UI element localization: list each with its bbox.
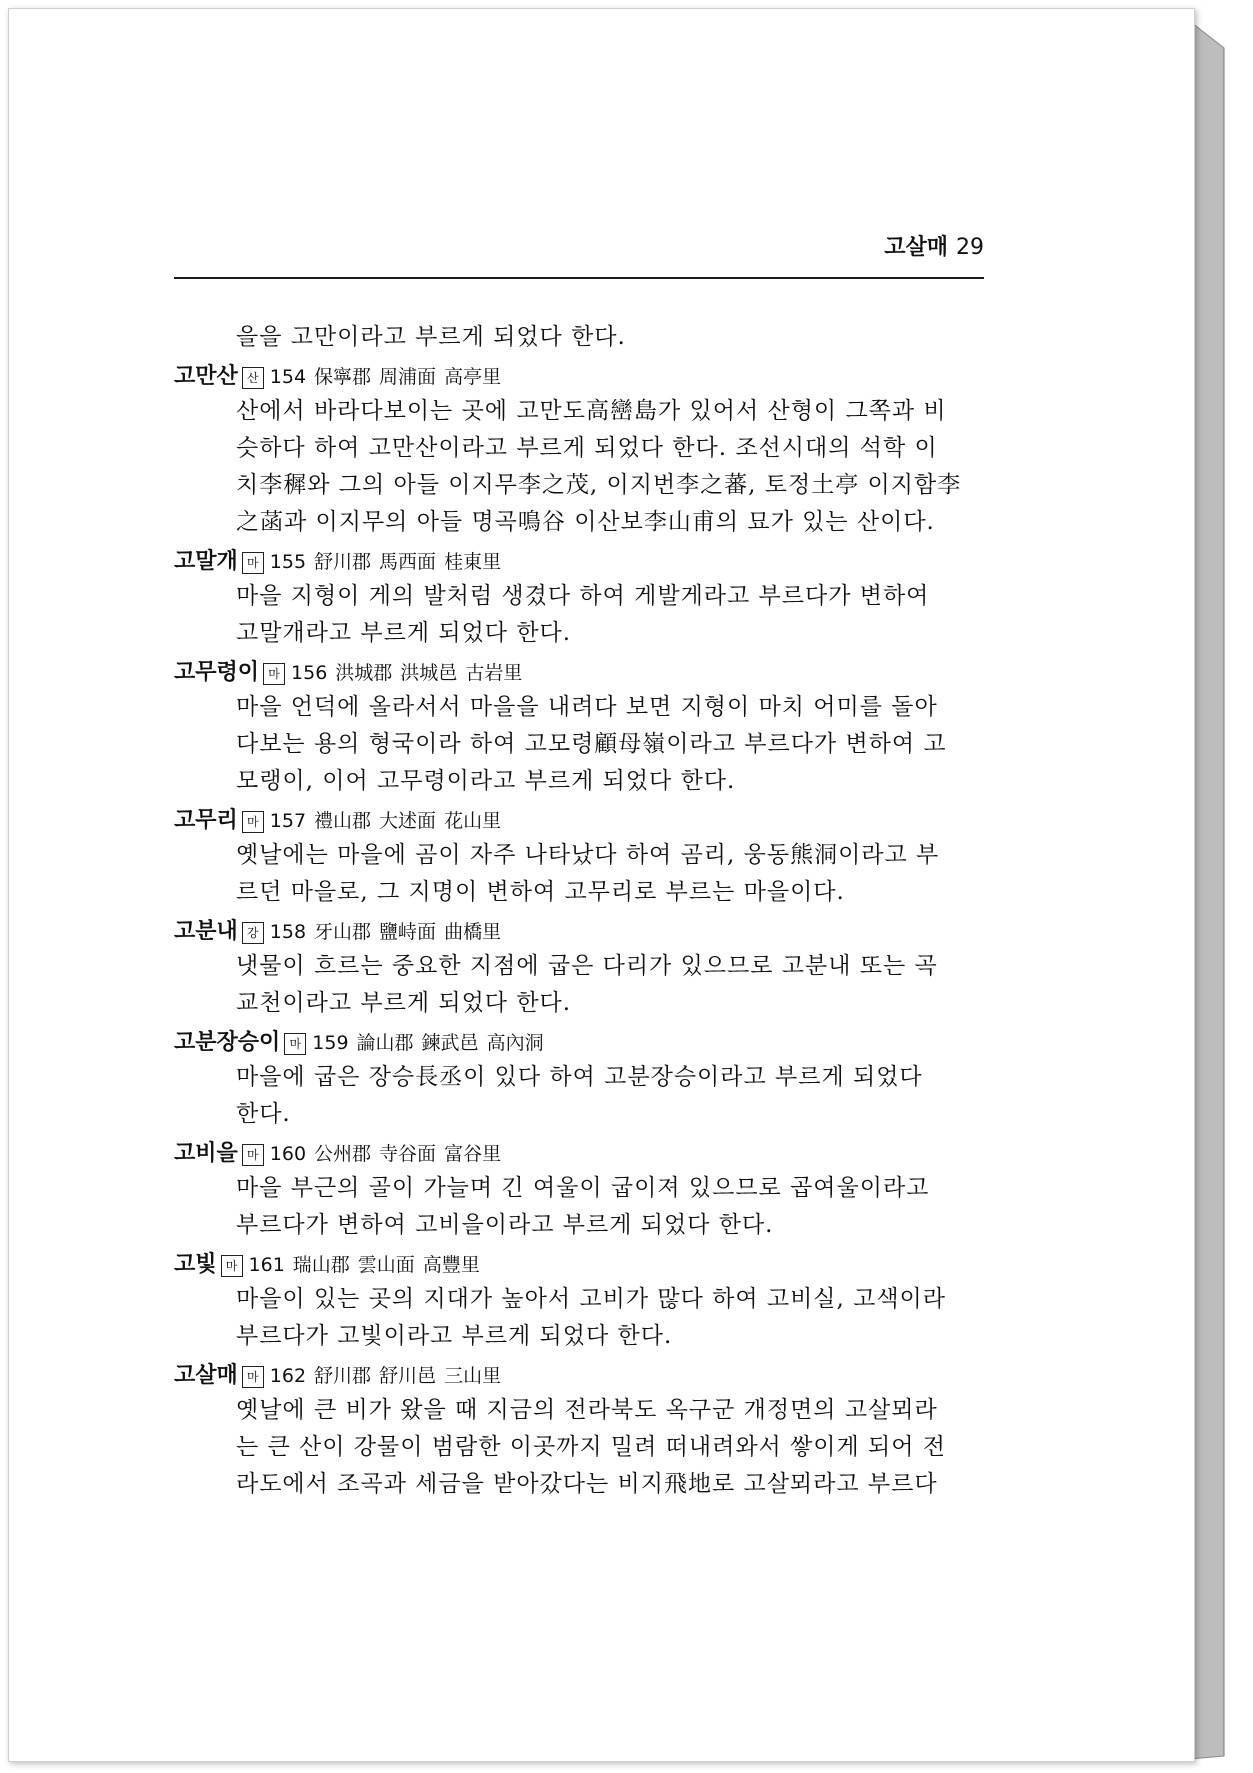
village-name: 桂東里 [444, 551, 502, 573]
entry-text-line: 마을 지형이 게의 발처럼 생겼다 하여 게발게라고 부르다가 변하여 [236, 583, 930, 609]
category-badge: 마 [242, 1144, 264, 1166]
county-name: 論山郡 [356, 1032, 414, 1054]
category-badge: 마 [284, 1033, 306, 1055]
village-name: 高內洞 [486, 1032, 544, 1054]
entry-location [270, 810, 509, 832]
village-name: 高亭里 [444, 366, 502, 388]
entry-heading [174, 1358, 994, 1392]
entry-text-line: 之菡과 이지무의 아들 명곡鳴谷 이산보李山甫의 묘가 있는 산이다. [236, 509, 935, 535]
county-name: 禮山郡 [314, 810, 372, 832]
township-name: 寺谷面 [379, 1143, 437, 1165]
county-name: 舒川郡 [314, 551, 372, 573]
entry-number: 158 [269, 921, 307, 943]
entry-headword: 고말개 [174, 549, 238, 574]
entry-headword: 고분내 [174, 919, 238, 944]
entry-text-line: 르던 마을로, 그 지명이 변하여 고무리로 부르는 마을이다. [236, 879, 845, 905]
entry-text-line: 마을이 있는 곳의 지대가 높아서 고비가 많다 하여 고비실, 고색이라 [236, 1286, 946, 1312]
entry-text-line: 치李穉와 그의 아들 이지무李之茂, 이지번李之蕃, 토정土亭 이지함李 [236, 472, 962, 498]
township-name: 雲山面 [357, 1254, 415, 1276]
entry-headword: 고빛 [174, 1252, 217, 1277]
entry-heading [174, 655, 994, 689]
entry-heading [174, 359, 994, 393]
entry-number: 161 [248, 1254, 285, 1276]
entry-heading [174, 803, 994, 837]
entry-text-line: 교천이라고 부르게 되었다 한다. [236, 990, 572, 1016]
category-badge: 마 [263, 663, 285, 685]
entry-heading [174, 544, 994, 578]
book-page [8, 8, 1195, 1762]
category-badge: 마 [242, 1366, 264, 1388]
entry-heading [174, 1136, 994, 1170]
village-name: 高豐里 [422, 1254, 480, 1276]
entry-text-line: 슷하다 하여 고만산이라고 부르게 되었다 한다. 조선시대의 석학 이 [236, 435, 938, 461]
entry-headword: 고무리 [174, 808, 238, 833]
entry-text-line: 산에서 바라다보이는 곳에 고만도高巒島가 있어서 산형이 그쪽과 비 [236, 398, 947, 424]
township-name: 舒川邑 [379, 1365, 437, 1387]
entry-heading [174, 1247, 994, 1281]
running-header [174, 231, 984, 279]
entry-number: 162 [269, 1365, 307, 1387]
entry-headword: 고만산 [174, 364, 238, 389]
county-name: 保寧郡 [314, 366, 372, 388]
entry-location [270, 551, 509, 573]
entry-headword: 고살매 [174, 1363, 238, 1388]
entry-location [270, 1143, 509, 1165]
header-title: 고살매 [884, 235, 948, 260]
entry-text-line: 부르다가 고빛이라고 부르게 되었다 한다. [236, 1323, 673, 1349]
entry-text-line: 부르다가 변하여 고비을이라고 부르게 되었다 한다. [236, 1212, 774, 1238]
entry-text-line: 옛날에 큰 비가 왔을 때 지금의 전라북도 옥구군 개정면의 고살뫼라 [236, 1397, 938, 1423]
entry-text-line: 다보는 용의 형국이라 하여 고모령顧母嶺이라고 부르다가 변하여 고 [236, 731, 947, 757]
township-name: 洪城邑 [400, 662, 458, 684]
entry-text-line: 한다. [236, 1101, 291, 1127]
entry-location [312, 1032, 551, 1054]
county-name: 公州郡 [314, 1143, 372, 1165]
entry-text-line: 마을 언덕에 올라서서 마을을 내려다 보면 지형이 마치 어미를 돌아 [236, 694, 938, 720]
entry-number: 160 [269, 1143, 307, 1165]
township-name: 鹽峙面 [379, 921, 437, 943]
entry-location [270, 921, 509, 943]
county-name: 瑞山郡 [292, 1254, 350, 1276]
village-name: 花山里 [444, 810, 502, 832]
village-name: 曲橋里 [444, 921, 502, 943]
entry-number: 157 [269, 810, 307, 832]
entry-heading [174, 1025, 994, 1059]
entry-headword: 고비을 [174, 1141, 238, 1166]
county-name: 牙山郡 [314, 921, 372, 943]
entry-number: 155 [269, 551, 307, 573]
county-name: 洪城郡 [335, 662, 393, 684]
entry-headword: 고분장승이 [174, 1030, 281, 1055]
entry-number: 156 [291, 662, 328, 684]
category-badge: 강 [242, 922, 264, 944]
entry-number: 159 [312, 1032, 349, 1054]
entry-location [249, 1254, 488, 1276]
category-badge: 마 [242, 811, 264, 833]
entry-text-line: 고말개라고 부르게 되었다 한다. [236, 620, 572, 646]
entry-text-line: 라도에서 조곡과 세금을 받아갔다는 비지飛地로 고살뫼라고 부르다 [236, 1471, 938, 1497]
village-name: 三山里 [444, 1365, 502, 1387]
entry-location [291, 662, 530, 684]
entry-text-line: 는 큰 산이 강물이 범람한 이곳까지 밀려 떠내려와서 쌓이게 되어 전 [236, 1434, 946, 1460]
township-name: 馬西面 [379, 551, 437, 573]
category-badge: 마 [221, 1255, 243, 1277]
entry-text-line: 모랭이, 이어 고무령이라고 부르게 되었다 한다. [236, 768, 736, 794]
entry-location [270, 366, 509, 388]
entry-text-line: 마을 부근의 골이 가늘며 긴 여울이 굽이져 있으므로 곱여울이라고 [236, 1175, 930, 1201]
category-badge: 마 [242, 552, 264, 574]
entry-text-line: 냇물이 흐르는 중요한 지점에 굽은 다리가 있으므로 고분내 또는 곡 [236, 953, 938, 979]
entry-heading [174, 914, 994, 948]
village-name: 古岩里 [465, 662, 523, 684]
entry-text-line: 옛날에는 마을에 곰이 자주 나타났다 하여 곰리, 웅동熊洞이라고 부 [236, 842, 940, 868]
entry-list [174, 319, 994, 1503]
entry-location [270, 1365, 509, 1387]
category-badge: 산 [242, 367, 264, 389]
continuation-text: 을을 고만이라고 부르게 되었다 한다. [236, 324, 626, 350]
entry-headword: 고무령이 [174, 660, 260, 685]
township-name: 鍊武邑 [421, 1032, 479, 1054]
township-name: 大述面 [379, 810, 437, 832]
township-name: 周浦面 [379, 366, 437, 388]
village-name: 富谷里 [444, 1143, 502, 1165]
entry-number: 154 [269, 366, 307, 388]
page-number: 29 [956, 235, 984, 260]
entry-text-line: 마을에 굽은 장승長丞이 있다 하여 고분장승이라고 부르게 되었다 [236, 1064, 923, 1090]
county-name: 舒川郡 [314, 1365, 372, 1387]
